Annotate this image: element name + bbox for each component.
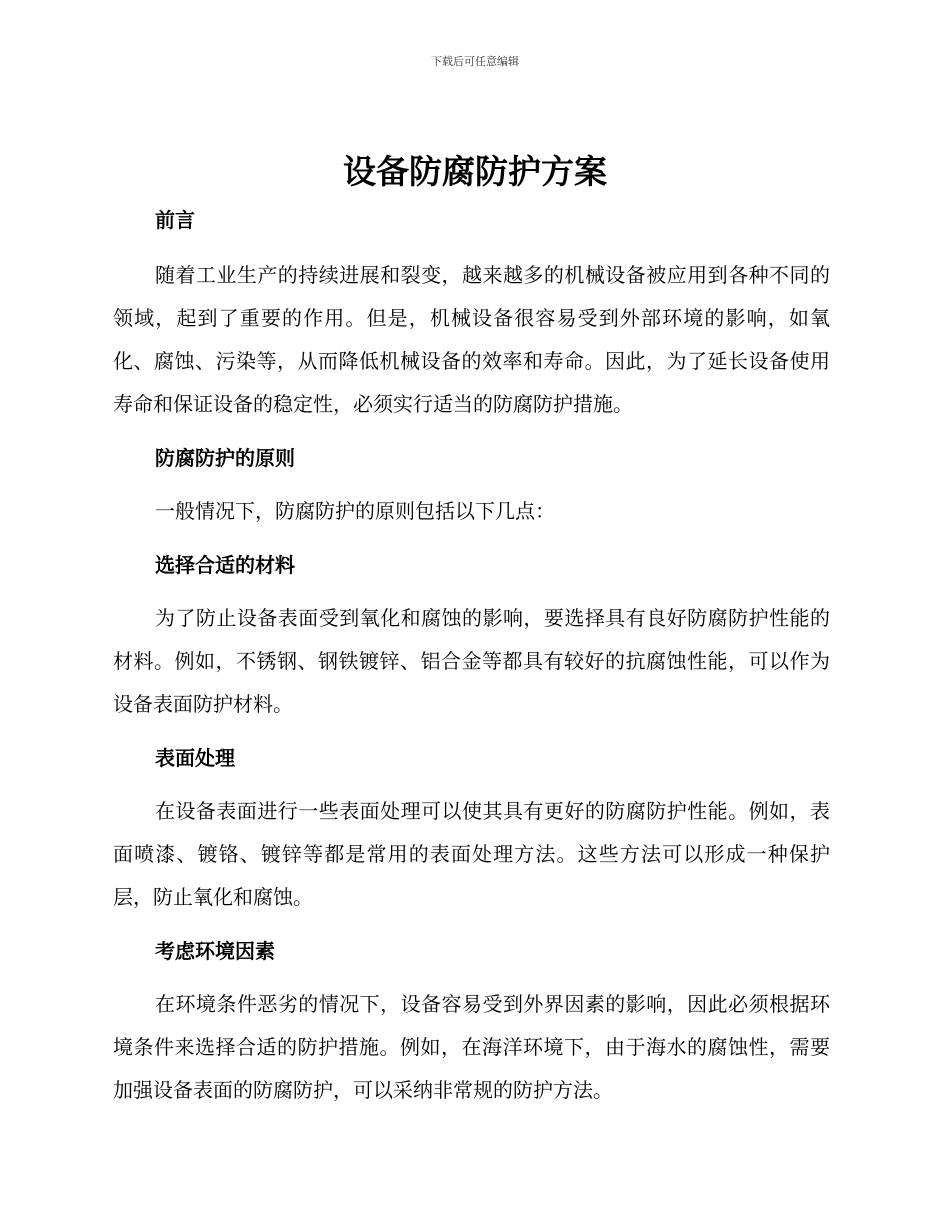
section-heading-principles: 防腐防护的原则 [155,446,295,470]
section-paragraph-surface-treatment: 在设备表面进行一些表面处理可以使其具有更好的防腐防护性能。例如，表面喷漆、镀铬、镀锌等都是常用的表面处理方法。这些方法可以形成一种保护层，防止氧化和腐蚀。 [113,799,830,909]
section-heading-surface-treatment: 表面处理 [155,746,235,770]
section-heading-environment: 考虑环境因素 [155,939,275,963]
document-body [113,200,830,1112]
document-title: 设备防腐防护方案 [343,152,607,191]
section-paragraph-materials: 为了防止设备表面受到氧化和腐蚀的影响，要选择具有良好防腐防护性能的材料。例如，不锈钢、钢铁镀锌、铝合金等都具有较好的抗腐蚀性能，可以作为设备表面防护材料。 [113,606,830,716]
section-heading-materials: 选择合适的材料 [155,553,295,577]
section-paragraph-environment: 在环境条件恶劣的情况下，设备容易受到外界因素的影响，因此必须根据环境条件来选择合适的防护措施。例如，在海洋环境下，由于海水的腐蚀性，需要加强设备表面的防腐防护，可以采纳非常规的防护方法。 [113,992,830,1102]
section-paragraph-principles: 一般情况下，防腐防护的原则包括以下几点： [155,499,555,523]
section-paragraph-preface: 随着工业生产的持续进展和裂变，越来越多的机械设备被应用到各种不同的领域，起到了重要的作用。但是，机械设备很容易受到外部环境的影响，如氧化、腐蚀、污染等，从而降低机械设备的效率和寿命。因此，为了延长设备使用寿命和保证设备的稳定性，必须实行适当的防腐防护措施。 [113,263,830,416]
header-note: 下载后可任意编辑 [431,55,519,68]
section-heading-preface: 前言 [155,208,195,232]
